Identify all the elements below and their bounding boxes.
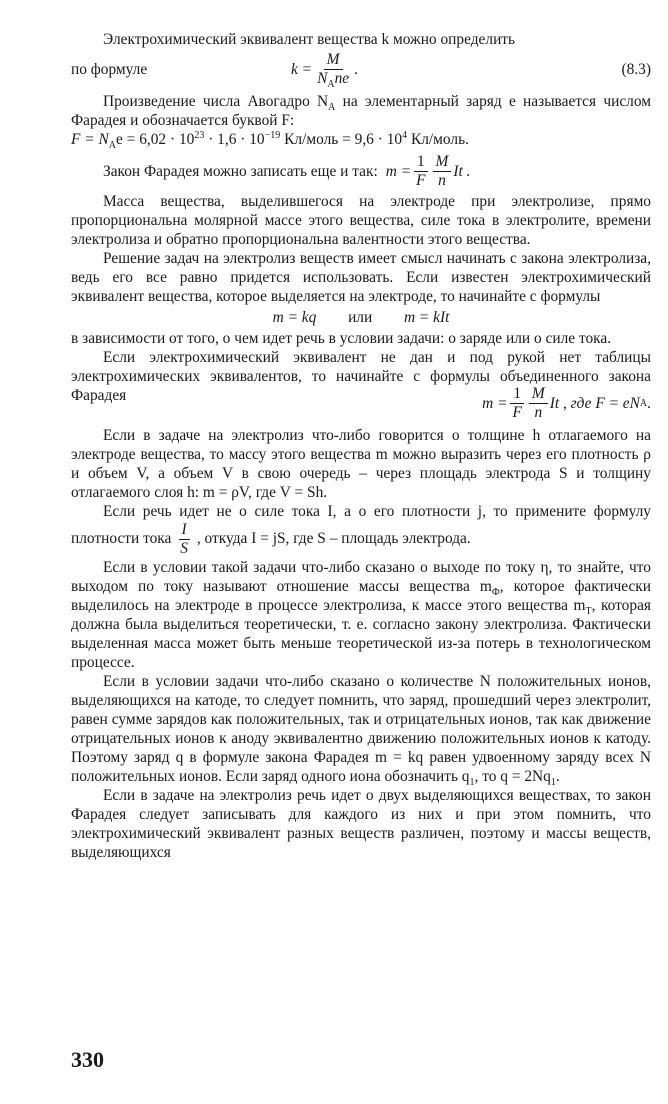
formula-lead: по формуле (71, 61, 148, 78)
formula-tail: . (354, 61, 358, 78)
fraction (314, 51, 352, 91)
formula-8-3 (71, 51, 651, 91)
paragraph-4: Решение задач на электролиз веществ имеет смысл начинать с закона электролиза, ведь его все равно придется использовать. Если известен электрохимический эквивалент вещества, которое выделяется на электроде, то начинайте с формулы (71, 250, 651, 305)
faraday-law-formula: Закон Фарадея можно записать еще и так: m = $\frac{1}{F}$ $\frac{M}{n}$ It . (103, 153, 471, 189)
formula-m-kq: m = kq или m = kIt (272, 309, 450, 326)
fraction: $\frac{M}{n}$ (433, 153, 452, 190)
fraction: $\frac{I}{S}$ (180, 521, 188, 557)
law-lead: Закон Фарадея можно записать еще и так: (103, 163, 378, 180)
paragraph-3: Масса вещества, выделившегося на электроде при электролизе, прямо пропорциональна молярной массе этого вещества, силе тока в электролите, времени электролиза и обратно пропорциональна валентности этого вещества. (71, 193, 651, 248)
united-faraday-formula: m = $\frac{1}{F}$ $\frac{M}{n}$ It , где F = eN A . (482, 385, 651, 421)
fraction-numerator: M (324, 51, 343, 70)
fraction-denominator: $N_Ane$ (317, 70, 350, 91)
paragraph-7: Если в задаче на электролиз что-либо говорится о толщине h отлагаемого на электроде вещества, то массу этого вещества m можно выразить через его плотность ρ и объем V, а объем V в свою очередь – через площадь электрода S и толщину отлагаемого слоя h: m = ρV, где V = Sh. (71, 427, 651, 501)
page-number: 330 (71, 1047, 104, 1072)
fraction: $\frac{1}{F}$ (509, 385, 524, 422)
formula-lhs: k = (291, 61, 313, 78)
paragraph-6: Если электрохимический эквивалент не дан и под рукой нет таблицы электрохимических эквивалентов, то начинайте с формулы объединенного закона Фарадея (71, 349, 651, 404)
equation-label: (8.3) (621, 61, 651, 78)
paragraph-10: Если в условии задачи что-либо сказано о количестве N положительных ионов, выделяющихся на катоде, то следует помнить, что заряд, прошедший через электролит, равен сумме зарядов как положительных, так и отрицательных ионов, так как движение отрицательных ионов к аноду эквивалентно движению положительных ионов к катоду. Поэтому заряд q в формуле закона Фарадея m = kq равен удвоенному заряду всех N положительных ионов. Если заряд одного иона обозначить $q_1$, то $q = 2Nq_1$. (71, 673, 651, 789)
paragraph-2: Произведение числа Авогадро $N_A$ на элементарный заряд e называется числом Фарадея и обозначается буквой F: (71, 93, 651, 129)
fraction: $\frac{1}{F}$ (413, 153, 428, 190)
paragraph-1: Электрохимический эквивалент вещества k можно определить (103, 31, 516, 48)
fraction: $\frac{M}{n}$ (529, 385, 548, 422)
paragraph-8: Если речь идет не о силе тока I, а о его плотности j, то примените формулу плотности тока $\frac{I}{S}$ , откуда I = jS, где S – площадь электрода. (71, 503, 651, 557)
paragraph-9: Если в условии такой задачи что-либо сказано о выходе по току η, то знайте, что выходом по току называют отношение массы вещества $m_Ф$, которое фактически выделилось на электроде в процессе электролиза, к массе этого вещества $m_Т$, которая должна была выделиться теоретически, т. е. согласно закону электролиза. Фактически выделенная масса может быть меньше теоретической из-за потерь в технологическом процессе. (71, 559, 651, 671)
paragraph-11: Если в задаче на электролиз речь идет о двух выделяющихся веществах, то закон Фарадея следует записывать для каждого из них и при этом помнить, что электрохимический эквивалент разных веществ различен, поэтому и массы веществ, выделяющихся (71, 787, 651, 861)
faraday-constant-line: $F = N_Ae = 6,02 \cdot 10^{23} \cdot 1,6 \cdot 10^{-19}$ Кл/моль = $9,6 \cdot 10^4$ Кл/моль. (71, 129, 469, 152)
paragraph-5: в зависимости от того, о чем идет речь в условии задачи: о заряде или о силе тока. (71, 330, 612, 347)
page-body (71, 30, 651, 862)
